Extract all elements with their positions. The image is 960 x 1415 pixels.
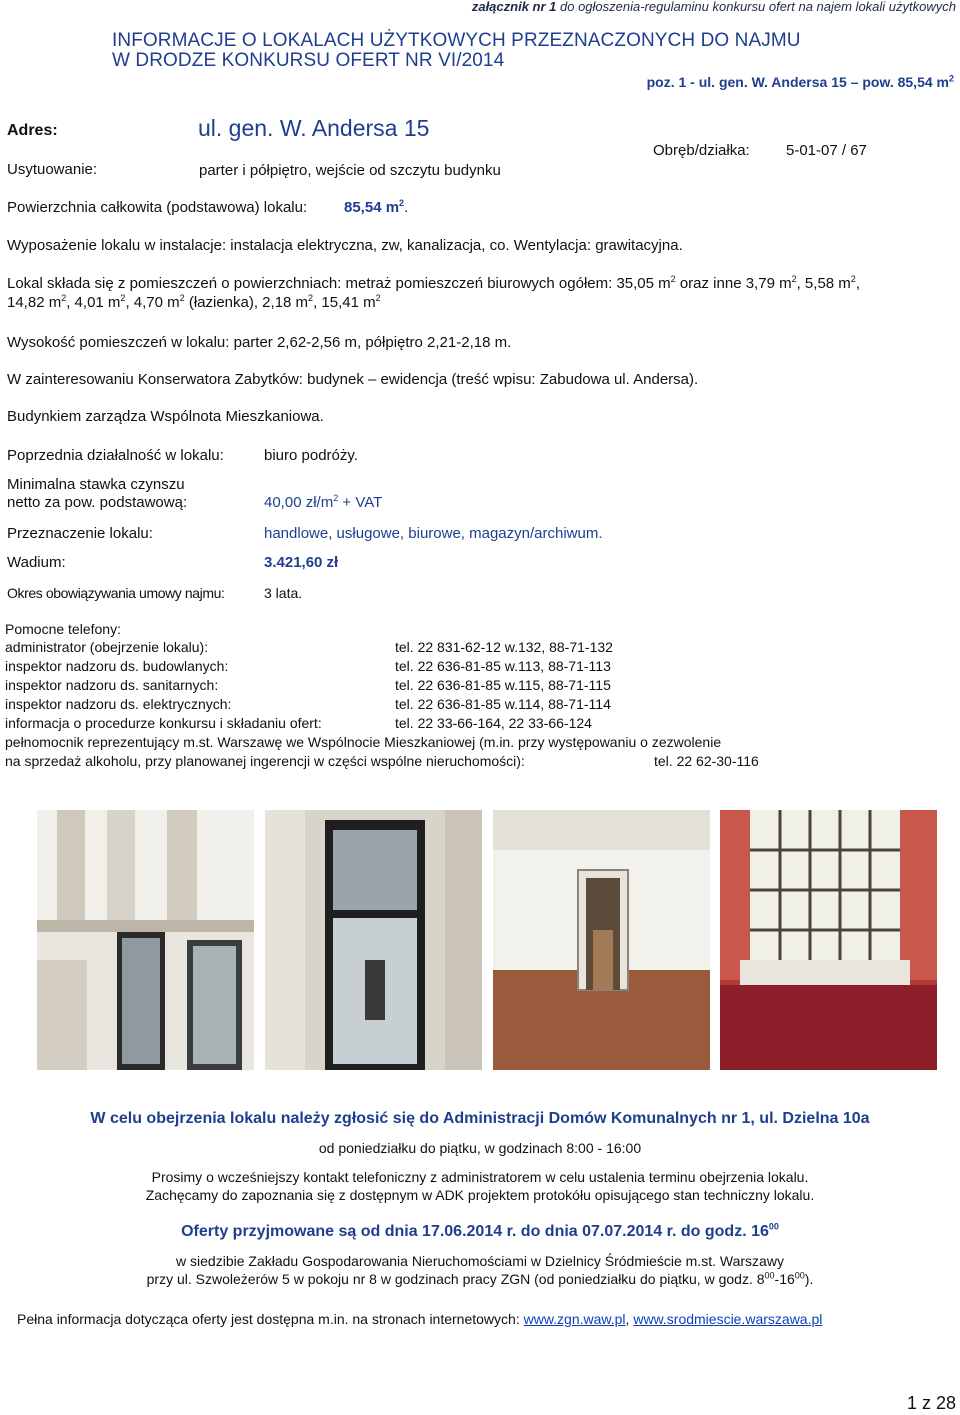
page-title-line1: INFORMACJE O LOKALACH UŻYTKOWYCH PRZEZNACZONYCH DO NAJMU [112, 30, 801, 51]
proxy-line2: na sprzedaż alkoholu, przy planowanej ingerencji w części wspólne nieruchomości): [5, 753, 525, 769]
phone-row-value: tel. 22 636-81-85 w.114, 88-71-114 [395, 696, 611, 712]
attachment-note-bold: załącznik nr 1 [471, 0, 557, 14]
office-sup1: 00 [764, 1270, 775, 1281]
office-sup2: 00 [794, 1270, 805, 1281]
office-tail: ). [804, 1271, 814, 1287]
purpose-label: Przeznaczenie lokalu: [7, 525, 153, 542]
area-label: Powierzchnia całkowita (podstawowa) lokalu: [7, 199, 308, 216]
office-mid: -16 [774, 1271, 795, 1287]
rooms-l1c: , 5,58 m [796, 275, 851, 292]
info-text: Pełna informacja dotycząca oferty jest dostępna m.in. na stronach internetowych: [17, 1311, 524, 1327]
address-label: Adres: [7, 122, 58, 139]
equipment-text: Wyposażenie lokalu w instalacje: instalacja elektryczna, zw, kanalizacja, co. Wentylacja: grawitacyjna. [7, 237, 683, 254]
visit-line: W celu obejrzenia lokalu należy zgłosić się do Administracji Domów Komunalnych nr 1, ul. Dzielna 10a [90, 1110, 870, 1127]
phone-row-label: informacja o procedurze konkursu i składaniu ofert: [5, 715, 322, 731]
position-sup: 2 [948, 73, 954, 84]
rooms-l2d: (łazienka), 2,18 m [184, 294, 309, 311]
office-line2 [0, 1271, 960, 1287]
term-label: Okres obowiązywania umowy najmu: [7, 585, 225, 601]
rooms-sup: 2 [670, 274, 676, 284]
deposit-label: Wadium: [7, 554, 66, 571]
management-text: Budynkiem zarządza Wspólnota Mieszkaniowa. [7, 408, 324, 425]
contact-line1: Prosimy o wcześniejszy kontakt telefoniczny z administratorem w celu ustalenia terminu obejrzenia lokalu. [151, 1169, 809, 1185]
purpose-value: handlowe, usługowe, biurowe, magazyn/archiwum. [264, 525, 603, 542]
attachment-note [472, 0, 956, 14]
phone-row-value: tel. 22 33-66-164, 22 33-66-124 [395, 715, 592, 731]
rooms-sup: 2 [791, 274, 797, 284]
photo-glass-door [265, 810, 482, 1070]
photo-interior-doorway [493, 810, 710, 1070]
rate-value [264, 494, 382, 511]
link-separator: , [625, 1311, 634, 1327]
conservator-text: W zainteresowaniu Konserwatora Zabytków: budynek – ewidencja (treść wpisu: Zabudowa ul. Andersa). [7, 371, 699, 388]
phone-row-value: tel. 22 636-81-85 w.113, 88-71-113 [395, 658, 611, 674]
attachment-note-rest: do ogłoszenia-regulaminu konkursu ofert na najem lokali użytkowych [556, 0, 956, 14]
phone-row-label: inspektor nadzoru ds. budowlanych: [5, 658, 229, 674]
term-value: 3 lata. [264, 585, 303, 601]
position-line [647, 74, 954, 90]
rate-label-line1: Minimalna stawka czynszu [7, 476, 185, 493]
phone-row-value: tel. 22 636-81-85 w.115, 88-71-115 [395, 677, 611, 693]
rooms-l1b: oraz inne 3,79 m [675, 275, 792, 292]
rooms-sup: 2 [850, 274, 856, 284]
rate-label-line2: netto za pow. podstawową: [7, 494, 188, 511]
hours-line: od poniedziałku do piątku, w godzinach 8:00 - 16:00 [318, 1140, 642, 1156]
rooms-sup: 2 [308, 293, 314, 303]
phone-row-label: inspektor nadzoru ds. sanitarnych: [5, 677, 219, 693]
offers-text: Oferty przyjmowane są od dnia 17.06.2014 r. do dnia 07.07.2014 r. do godz. 16 [181, 1223, 769, 1240]
rooms-sup: 2 [120, 293, 126, 303]
proxy-phone: tel. 22 62-30-116 [654, 753, 759, 769]
rooms-sup: 2 [375, 293, 381, 303]
page-number: 1 z 28 [906, 1393, 956, 1413]
rate-vat: + VAT [338, 494, 383, 511]
photo-building-entrance [37, 810, 254, 1070]
photo-barred-window [720, 810, 937, 1070]
contact-line2: Zachęcamy do zapoznania się z dostępnym w ADK projektem protokółu opisującego stan techniczny lokalu. [145, 1187, 815, 1203]
rooms-line1 [7, 275, 860, 292]
address-value: ul. gen. W. Andersa 15 [198, 115, 430, 141]
link-srodmiescie[interactable]: www.srodmiescie.warszawa.pl [633, 1311, 823, 1327]
rooms-l2b: , 4,01 m [66, 294, 121, 311]
proxy-line1: pełnomocnik reprezentujący m.st. Warszawę we Wspólnocie Mieszkaniowej (m.in. przy występowaniu o zezwolenie [5, 734, 722, 750]
plot-value: 5-01-07 / 67 [786, 142, 867, 159]
location-label: Usytuowanie: [7, 161, 98, 178]
phone-row-label: administrator (obejrzenie lokalu): [5, 639, 209, 655]
prev-activity-value: biuro podróży. [264, 447, 358, 464]
area-sup: 2 [399, 198, 405, 208]
rooms-l1a: Lokal składa się z pomieszczeń o powierzchniach: metraż pomieszczeń biurowych ogółem: 35,05 m [7, 275, 671, 292]
link-zgn[interactable]: www.zgn.waw.pl [523, 1311, 626, 1327]
height-text: Wysokość pomieszczeń w lokalu: parter 2,62-2,56 m, półpiętro 2,21-2,18 m. [7, 334, 512, 351]
phone-row-value: tel. 22 831-62-12 w.132, 88-71-132 [395, 639, 613, 655]
page-title-line2: W DRODZE KONKURSU OFERT NR VI/2014 [112, 50, 505, 71]
rooms-l1d: , [855, 275, 860, 292]
rooms-l2e: , 15,41 m [313, 294, 376, 311]
position-text: poz. 1 - ul. gen. W. Andersa 15 – pow. 85,54 m [646, 74, 949, 90]
rooms-l2c: , 4,70 m [125, 294, 180, 311]
offers-sup: 00 [768, 1221, 779, 1232]
deposit-value: 3.421,60 zł [264, 554, 339, 571]
rooms-line2 [7, 294, 381, 311]
phones-title: Pomocne telefony: [5, 621, 121, 637]
area-tail: . [404, 199, 409, 216]
offers-line [0, 1223, 960, 1241]
prev-activity-label: Poprzednia działalność w lokalu: [7, 447, 224, 464]
rate-value-text: 40,00 zł/m [264, 494, 334, 511]
office-l2a: przy ul. Szwoleżerów 5 w pokoju nr 8 w godzinach pracy ZGN (od poniedziałku do piątku, w godz. 8 [146, 1271, 765, 1287]
office-line1: w siedzibie Zakładu Gospodarowania Nieruchomościami w Dzielnicy Śródmieście m.st. Warszawy [176, 1253, 784, 1269]
rooms-sup: 2 [179, 293, 185, 303]
area-value-text: 85,54 m [344, 199, 400, 216]
info-line [17, 1311, 822, 1327]
phone-row-label: inspektor nadzoru ds. elektrycznych: [5, 696, 232, 712]
rooms-l2a: 14,82 m [7, 294, 62, 311]
rooms-sup: 2 [61, 293, 67, 303]
area-value [344, 199, 408, 216]
location-value: parter i półpiętro, wejście od szczytu budynku [199, 162, 501, 179]
plot-label: Obręb/działka: [653, 142, 750, 159]
rate-sup: 2 [333, 493, 339, 503]
